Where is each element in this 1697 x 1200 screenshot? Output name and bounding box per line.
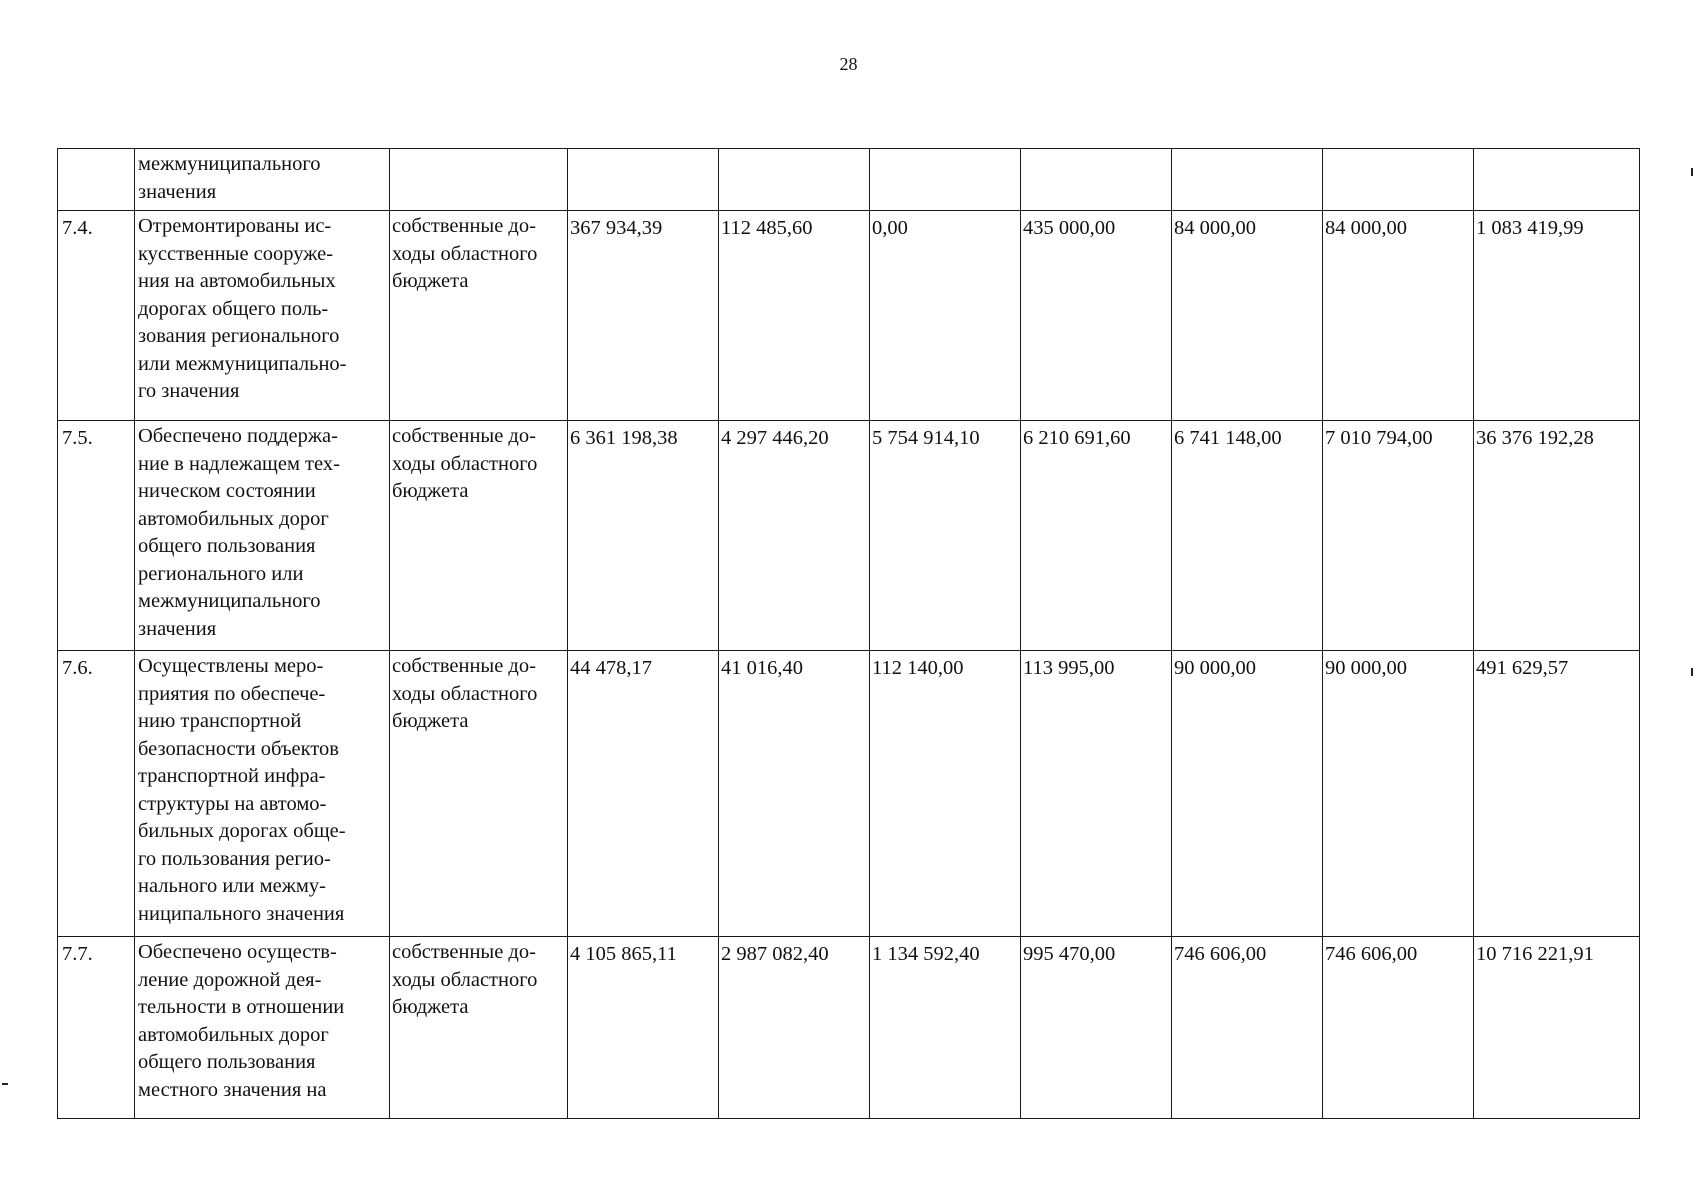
table-row — [58, 149, 1640, 211]
row-description: Отремонтированы ис- кусственные сооруже- ния на автомобильных дорогах общего поль- зования регионального или межмуниципально- го значения — [135, 211, 390, 421]
table-row — [58, 211, 1640, 421]
row-index: 7.5. — [58, 421, 135, 651]
funding-source: собственные до- ходы областного бюджета — [390, 937, 568, 1119]
value-cell: 41 016,40 — [719, 651, 870, 937]
value-cell: 1 134 592,40 — [870, 937, 1021, 1119]
value-cell: 367 934,39 — [568, 211, 719, 421]
scan-edge-mark — [2, 1083, 8, 1085]
value-cell — [1172, 149, 1323, 211]
value-cell — [719, 149, 870, 211]
table-row — [58, 937, 1640, 1119]
page-number: 28 — [839, 54, 858, 74]
value-cell: 746 606,00 — [1323, 937, 1474, 1119]
value-cell: 4 297 446,20 — [719, 421, 870, 651]
row-index — [58, 149, 135, 211]
scan-edge-mark — [1691, 168, 1693, 176]
value-cell: 746 606,00 — [1172, 937, 1323, 1119]
value-cell: 113 995,00 — [1021, 651, 1172, 937]
funding-source: собственные до- ходы областного бюджета — [390, 211, 568, 421]
funding-source — [390, 149, 568, 211]
value-cell — [870, 149, 1021, 211]
row-index: 7.4. — [58, 211, 135, 421]
value-cell: 0,00 — [870, 211, 1021, 421]
value-cell: 6 210 691,60 — [1021, 421, 1172, 651]
row-description: Обеспечено поддержа- ние в надлежащем тех- ническом состоянии автомобильных дорог общего пользования регионального или межмуниципального значения — [135, 421, 390, 651]
value-cell: 84 000,00 — [1323, 211, 1474, 421]
value-cell — [568, 149, 719, 211]
value-cell: 4 105 865,11 — [568, 937, 719, 1119]
row-description: Осуществлены меро- приятия по обеспече- нию транспортной безопасности объектов транспортной инфра- структуры на автомо- бильных дорогах обще- го пользования регио- нального или межму- ниципального значения — [135, 651, 390, 937]
value-cell — [1323, 149, 1474, 211]
value-cell: 995 470,00 — [1021, 937, 1172, 1119]
budget-table — [57, 148, 1640, 1119]
total-cell: 10 716 221,91 — [1474, 937, 1640, 1119]
value-cell: 90 000,00 — [1172, 651, 1323, 937]
value-cell: 44 478,17 — [568, 651, 719, 937]
value-cell: 7 010 794,00 — [1323, 421, 1474, 651]
table-row — [58, 651, 1640, 937]
value-cell: 6 741 148,00 — [1172, 421, 1323, 651]
value-cell: 5 754 914,10 — [870, 421, 1021, 651]
value-cell: 112 140,00 — [870, 651, 1021, 937]
row-index: 7.7. — [58, 937, 135, 1119]
value-cell: 435 000,00 — [1021, 211, 1172, 421]
row-description: Обеспечено осуществ- ление дорожной дея- тельности в отношении автомобильных дорог общего пользования местного значения на — [135, 937, 390, 1119]
value-cell: 90 000,00 — [1323, 651, 1474, 937]
table-row — [58, 421, 1640, 651]
value-cell: 112 485,60 — [719, 211, 870, 421]
total-cell: 491 629,57 — [1474, 651, 1640, 937]
row-description: межмуниципального значения — [135, 149, 390, 211]
funding-source: собственные до- ходы областного бюджета — [390, 651, 568, 937]
value-cell — [1021, 149, 1172, 211]
total-cell: 1 083 419,99 — [1474, 211, 1640, 421]
scan-edge-mark — [1691, 668, 1693, 676]
value-cell: 2 987 082,40 — [719, 937, 870, 1119]
row-index: 7.6. — [58, 651, 135, 937]
value-cell: 6 361 198,38 — [568, 421, 719, 651]
value-cell: 84 000,00 — [1172, 211, 1323, 421]
total-cell — [1474, 149, 1640, 211]
funding-source: собственные до- ходы областного бюджета — [390, 421, 568, 651]
total-cell: 36 376 192,28 — [1474, 421, 1640, 651]
